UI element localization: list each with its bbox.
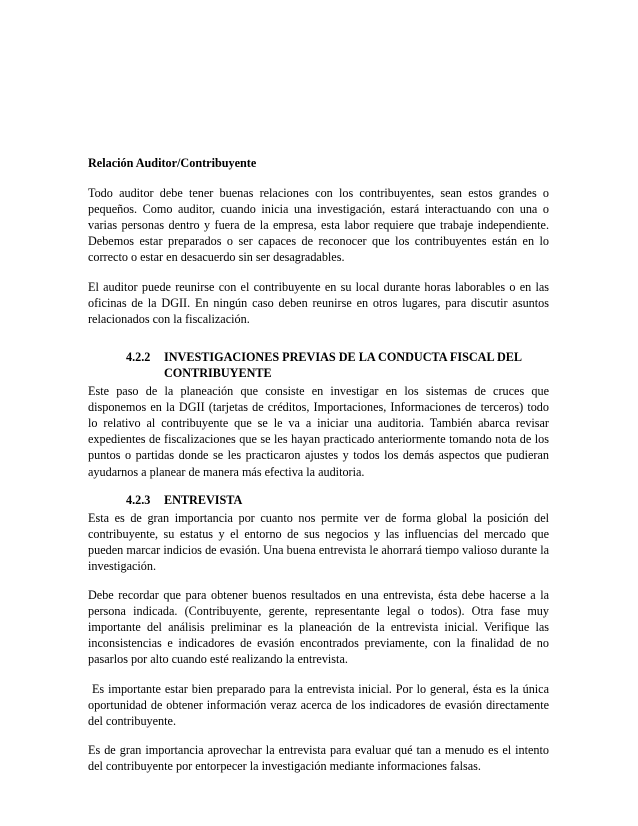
entrevista-paragraph-1: Esta es de gran importancia por cuanto nos permite ver de forma global la posición del contribuyente, su estatus y el entorno de sus negocios y las influencias del mercado que pueden marcar indicios de evasión. Una buena entrevista le ahorrará tiempo valioso durante la investigación.: [88, 510, 549, 573]
intro-paragraph-2: El auditor puede reunirse con el contribuyente en su local durante horas laborables o en las oficinas de la DGII. En ningún caso deben reunirse en otros lugares, para discutir asuntos relacionados con la fiscalización.: [88, 279, 549, 326]
entrevista-paragraph-2: Debe recordar que para obtener buenos resultados en una entrevista, ésta debe hacerse a la persona indicada. (Contribuyente, gerente, representante legal o todos). Otra fase muy importante del análisis preliminar es la planeación de la entrevista inicial. Verifique las inconsistencias e indicadores de evasión encontrados previamente, con la finalidad de no pasarlos por alto cuando esté realizando la entrevista.: [88, 588, 549, 667]
subsection-number: 4.2.2: [126, 349, 151, 364]
subsection-heading-entrevista: [88, 492, 549, 508]
entrevista-paragraph-3: Es importante estar bien preparado para la entrevista inicial. Por lo general, ésta es la única oportunidad de obtener información veraz acerca de los indicadores de evasión directamente del contribuyente.: [88, 681, 553, 728]
intro-paragraph-1: Todo auditor debe tener buenas relaciones con los contribuyentes, sean estos grandes o pequeños. Como auditor, cuando inicia una investigación, estará interactuando con una o varias personas dentro y fuera de la empresa, esta labor requiere que trabaje independiente. Debemos estar preparados o ser capaces de reconocer que los contribuyentes están en lo correcto o estar en desacuerdo sin ser desagradables.: [88, 186, 549, 265]
subsection-number: 4.2.3: [126, 492, 151, 507]
section-heading: Relación Auditor/Contribuyente: [88, 156, 257, 170]
subsection-title: ENTREVISTA: [164, 492, 243, 507]
subsection-title: INVESTIGACIONES PREVIAS DE LA CONDUCTA FISCAL DEL CONTRIBUYENTE: [164, 349, 522, 380]
entrevista-paragraph-4: Es de gran importancia aprovechar la entrevista para evaluar qué tan a menudo es el intento del contribuyente por entorpecer la investigación mediante informaciones falsas.: [88, 742, 549, 773]
document-body: [88, 155, 553, 787]
investigaciones-paragraph: Este paso de la planeación que consiste en investigar en los sistemas de cruces que disponemos en la DGII (tarjetas de créditos, Importaciones, Informaciones de terceros) todo lo relativo al contribuyente que se le va a iniciar una auditoria. También abarca revisar expedientes de fiscalizaciones que se les hayan practicado anteriormente tomando nota de los puntos o partidas donde se les practicaron ajustes y todos los demás aspectos que pudieran ayudarnos a planear de manera más efectiva la auditoria.: [88, 384, 549, 479]
subsection-heading-investigaciones: [88, 349, 549, 381]
